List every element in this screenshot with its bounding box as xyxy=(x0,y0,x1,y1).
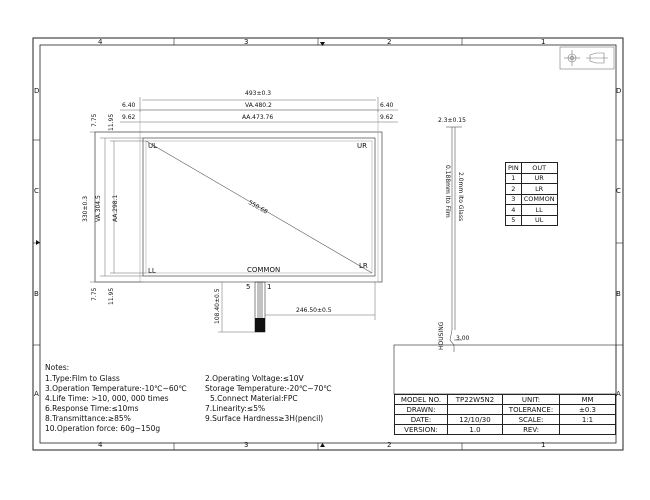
dim-outer-width: 493±0.3 xyxy=(245,90,272,97)
pin-header-out: OUT xyxy=(521,163,557,174)
note-right-1: 2.Operating Voltage:≤10V xyxy=(205,374,304,383)
date-label: DATE: xyxy=(395,415,448,425)
pin-5-label: 5 xyxy=(246,283,251,291)
dim-right-640: 6.40 xyxy=(380,102,394,109)
zone-top-3: 3 xyxy=(244,38,249,46)
zone-bottom-1: 1 xyxy=(541,441,546,449)
note-right-4: 7.Linearity:≤5% xyxy=(205,404,266,413)
projection-symbol-icon xyxy=(560,47,614,69)
dim-outer-height: 330±0.3 xyxy=(82,195,89,222)
dim-thickness: 2.3±0.15 xyxy=(438,117,466,124)
note-left-3: 4.Life Time: >10, 000, 000 times xyxy=(45,394,169,403)
version-label: VERSION: xyxy=(395,425,448,435)
pin-row xyxy=(506,215,558,226)
corner-ul: UL xyxy=(148,142,158,150)
unit-label: UNIT: xyxy=(503,395,560,405)
model-value: TP22W5N2 xyxy=(448,395,503,405)
rev-label: REV: xyxy=(503,425,560,435)
zone-left-c: C xyxy=(34,187,39,195)
title-block-row xyxy=(395,425,616,435)
note-right-3: 5.Connect Material:FPC xyxy=(210,394,298,403)
pin-number: 5 xyxy=(506,215,522,226)
note-left-5: 8.Transmittance:≥85% xyxy=(45,414,131,423)
center-mark-bottom xyxy=(320,443,325,447)
version-value: 1.0 xyxy=(448,425,503,435)
zone-bottom-2: 2 xyxy=(387,441,392,449)
pin-number: 4 xyxy=(506,205,522,216)
dim-left-962: 9.62 xyxy=(122,114,136,121)
drawn-label: DRAWN: xyxy=(395,405,448,415)
zone-right-b: B xyxy=(616,290,621,298)
dim-tail-offset: 246.50±0.5 xyxy=(296,307,332,314)
pin-row xyxy=(506,173,558,184)
side-view xyxy=(446,127,462,352)
note-right-5: 9.Surface Hardness≥3H(pencil) xyxy=(205,414,324,423)
tolerance-label: TOLERANCE: xyxy=(503,405,560,415)
zone-bottom-3: 3 xyxy=(244,441,249,449)
zone-right-a: A xyxy=(616,390,621,398)
unit-value: MM xyxy=(560,395,616,405)
tolerance-value: ±0.3 xyxy=(560,405,616,415)
dim-diagonal: 550.68 xyxy=(247,199,269,216)
pin-table xyxy=(505,162,558,226)
scale-value: 1:1 xyxy=(560,415,616,425)
pin-row xyxy=(506,205,558,216)
dim-right-962: 9.62 xyxy=(380,114,394,121)
zone-bottom-4: 4 xyxy=(98,441,103,449)
pin-output: UR xyxy=(521,173,557,184)
pin-row xyxy=(506,184,558,195)
dim-tail-length: 108.40±0.5 xyxy=(214,288,221,324)
dim-side-300: 3.00 xyxy=(456,335,470,342)
pin-1-label: 1 xyxy=(267,283,272,291)
center-mark-left xyxy=(36,240,40,245)
scale-label: SCALE: xyxy=(503,415,560,425)
dim-bottom-1195: 11.95 xyxy=(108,287,115,305)
pin-table-header xyxy=(506,163,558,174)
pin-output: UL xyxy=(521,215,557,226)
corner-lr: LR xyxy=(359,262,368,270)
note-left-1: 1.Type:Film to Glass xyxy=(45,374,120,383)
date-value: 12/10/30 xyxy=(448,415,503,425)
zone-top-4: 4 xyxy=(98,38,103,46)
dim-top-1195: 11.95 xyxy=(108,113,115,131)
zone-top-2: 2 xyxy=(387,38,392,46)
drawn-value xyxy=(448,405,503,415)
fpc-stiffener xyxy=(255,318,265,332)
note-left-2: 3.Operation Temperature:-10℃~60℃ xyxy=(45,384,187,393)
corner-ll: LL xyxy=(148,267,156,275)
notes-title: Notes: xyxy=(45,363,70,372)
zone-right-d: D xyxy=(616,87,622,95)
pin-number: 1 xyxy=(506,173,522,184)
panel-outline xyxy=(95,110,382,282)
dim-bottom-775: 7.75 xyxy=(91,287,98,301)
note-left-4: 6.Response Time:≤10ms xyxy=(45,404,139,413)
dim-aa-height: AA.298.1 xyxy=(112,194,119,222)
note-right-2: Storage Temperature:-20℃~70℃ xyxy=(205,384,332,393)
pin-row xyxy=(506,194,558,205)
rev-value xyxy=(560,425,616,435)
dim-aa-width: AA.473.76 xyxy=(242,114,274,121)
zone-left-b: B xyxy=(34,290,39,298)
note-ito-glass: 2.0mm Ito Glass xyxy=(457,172,464,222)
title-block-row xyxy=(395,405,616,415)
title-block-frame xyxy=(394,345,616,394)
pin-output: COMMON xyxy=(521,194,557,205)
corner-ur: UR xyxy=(357,142,367,150)
title-block xyxy=(394,394,616,435)
corner-common: COMMON xyxy=(247,266,281,274)
zone-top-1: 1 xyxy=(541,38,546,46)
pin-output: LR xyxy=(521,184,557,195)
dim-top-775: 7.75 xyxy=(91,113,98,127)
note-ito-film: 0.188mm Ito Film xyxy=(444,165,451,218)
dim-left-640: 6.40 xyxy=(122,102,136,109)
note-left-6: 10.Operation force: 60g~150g xyxy=(45,424,161,433)
zone-left-a: A xyxy=(34,390,39,398)
title-block-row xyxy=(395,415,616,425)
title-block-row xyxy=(395,395,616,405)
dim-va-height: VA.304.5 xyxy=(95,195,102,222)
pin-number: 3 xyxy=(506,194,522,205)
pin-header-pin: PIN xyxy=(506,163,522,174)
dim-va-width: VA.480.2 xyxy=(245,102,272,109)
zone-right-c: C xyxy=(616,187,621,195)
pin-number: 2 xyxy=(506,184,522,195)
model-label: MODEL NO. xyxy=(395,395,448,405)
label-housing: HOUSING xyxy=(438,321,445,350)
pin-output: LL xyxy=(521,205,557,216)
zone-left-d: D xyxy=(34,87,40,95)
